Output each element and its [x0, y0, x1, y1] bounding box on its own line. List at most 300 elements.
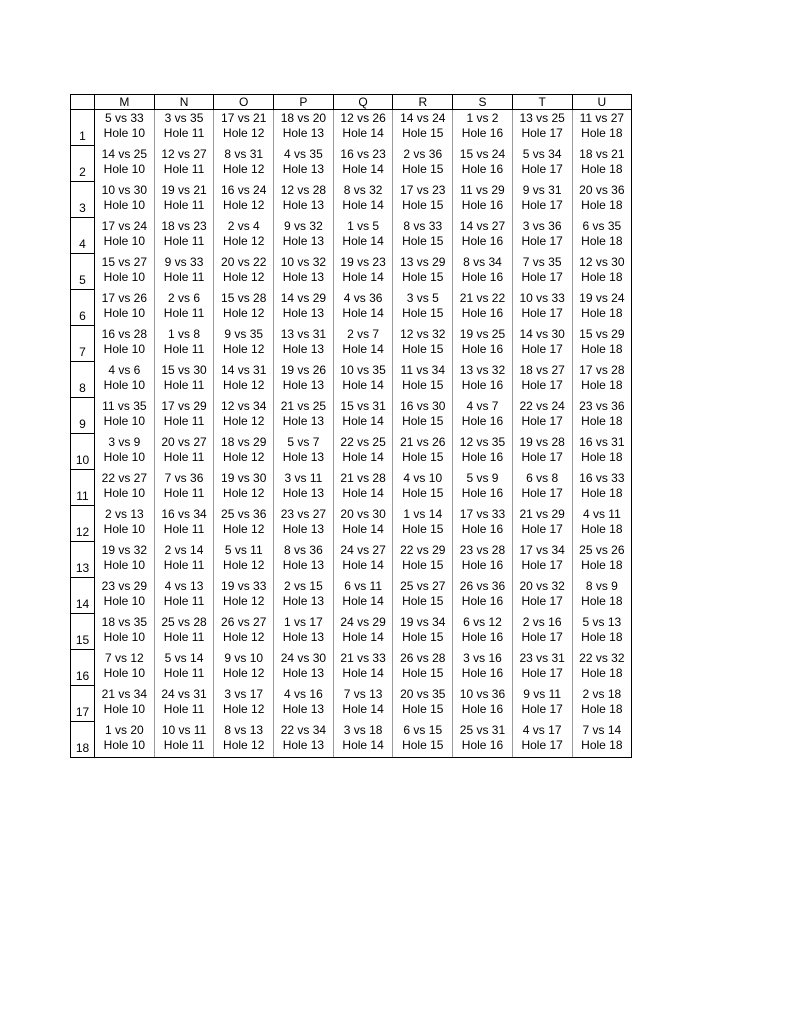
match-cell	[453, 254, 513, 290]
hole-label: Hole 13	[282, 701, 325, 716]
match-pairing: 7 vs 35	[522, 254, 562, 269]
row-label: 16	[71, 650, 95, 686]
hole-label: Hole 11	[163, 305, 205, 320]
hole-label: Hole 17	[521, 305, 563, 320]
match-pairing: 9 vs 33	[164, 254, 204, 269]
match-pairing: 8 vs 33	[403, 218, 443, 233]
match-pairing: 3 vs 36	[522, 218, 562, 233]
hole-label: Hole 12	[223, 269, 265, 284]
match-cell	[214, 146, 274, 182]
match-cell	[393, 434, 453, 470]
match-pairing: 23 vs 31	[519, 650, 565, 665]
match-cell	[572, 398, 632, 434]
match-pairing: 21 vs 34	[101, 686, 148, 701]
match-pairing: 20 vs 27	[161, 434, 207, 449]
match-cell	[512, 470, 572, 506]
match-pairing: 7 vs 12	[104, 650, 144, 665]
hole-label: Hole 12	[223, 126, 265, 140]
match-cell	[95, 254, 155, 290]
match-pairing: 3 vs 5	[406, 290, 439, 305]
match-pairing: 9 vs 31	[522, 182, 562, 197]
match-pairing: 9 vs 35	[224, 326, 264, 341]
hole-label: Hole 18	[581, 737, 623, 752]
match-cell	[333, 362, 393, 398]
match-pairing: 15 vs 28	[221, 290, 267, 305]
match-pairing: 12 vs 30	[579, 254, 625, 269]
match-cell	[214, 722, 274, 758]
hole-label: Hole 15	[402, 413, 444, 428]
hole-label: Hole 10	[103, 449, 146, 464]
table-header	[71, 95, 632, 110]
hole-label: Hole 14	[342, 305, 384, 320]
hole-label: Hole 17	[521, 126, 563, 140]
match-pairing: 2 vs 14	[164, 542, 204, 557]
hole-label: Hole 12	[223, 701, 265, 716]
match-cell	[572, 578, 632, 614]
hole-label: Hole 10	[103, 269, 146, 284]
hole-label: Hole 18	[581, 701, 623, 716]
match-pairing: 15 vs 27	[101, 254, 148, 269]
hole-label: Hole 18	[581, 269, 623, 284]
match-cell	[154, 434, 214, 470]
hole-label: Hole 16	[461, 161, 504, 176]
match-pairing: 16 vs 24	[221, 182, 267, 197]
hole-label: Hole 16	[461, 701, 504, 716]
match-cell	[453, 650, 513, 686]
match-pairing: 19 vs 23	[340, 254, 386, 269]
match-pairing: 12 vs 32	[400, 326, 446, 341]
hole-label: Hole 11	[163, 161, 205, 176]
hole-label: Hole 15	[402, 377, 444, 392]
match-cell	[333, 290, 393, 326]
match-pairing: 20 vs 32	[519, 578, 565, 593]
match-pairing: 2 vs 4	[227, 218, 260, 233]
match-pairing: 9 vs 10	[224, 650, 264, 665]
match-pairing: 21 vs 25	[280, 398, 327, 413]
match-cell	[154, 110, 214, 146]
hole-label: Hole 12	[223, 629, 265, 644]
hole-label: Hole 13	[282, 593, 325, 608]
match-pairing: 21 vs 22	[459, 290, 506, 305]
match-cell	[95, 110, 155, 146]
match-cell	[214, 290, 274, 326]
match-pairing: 2 vs 6	[168, 290, 201, 305]
match-cell	[572, 218, 632, 254]
match-pairing: 25 vs 31	[459, 722, 506, 737]
row-label: 8	[71, 362, 95, 398]
hole-label: Hole 10	[103, 233, 146, 248]
hole-label: Hole 10	[103, 485, 146, 500]
row-label: 2	[71, 146, 95, 182]
hole-label: Hole 17	[521, 269, 563, 284]
hole-label: Hole 11	[163, 521, 205, 536]
hole-label: Hole 14	[342, 233, 384, 248]
match-cell	[333, 146, 393, 182]
match-cell	[154, 362, 214, 398]
match-cell	[453, 362, 513, 398]
hole-label: Hole 18	[581, 521, 623, 536]
match-cell	[512, 506, 572, 542]
hole-label: Hole 12	[223, 413, 265, 428]
match-pairing: 24 vs 27	[340, 542, 386, 557]
match-cell	[333, 650, 393, 686]
match-pairing: 10 vs 36	[459, 686, 506, 701]
hole-label: Hole 16	[461, 557, 504, 572]
table-row	[71, 290, 632, 326]
hole-label: Hole 14	[342, 197, 384, 212]
hole-label: Hole 16	[461, 449, 504, 464]
match-pairing: 18 vs 21	[579, 146, 625, 161]
hole-label: Hole 11	[163, 269, 205, 284]
hole-label: Hole 14	[342, 269, 384, 284]
table-row	[71, 614, 632, 650]
match-cell	[572, 650, 632, 686]
hole-label: Hole 10	[103, 305, 146, 320]
match-cell	[333, 722, 393, 758]
match-cell	[274, 650, 334, 686]
hole-label: Hole 11	[163, 341, 205, 356]
match-pairing: 4 vs 36	[343, 290, 383, 305]
match-cell	[333, 254, 393, 290]
hole-label: Hole 18	[581, 665, 623, 680]
match-pairing: 16 vs 34	[161, 506, 207, 521]
match-cell	[572, 722, 632, 758]
match-cell	[333, 578, 393, 614]
match-cell	[95, 470, 155, 506]
match-cell	[154, 614, 214, 650]
match-pairing: 16 vs 28	[101, 326, 148, 341]
hole-label: Hole 18	[581, 233, 623, 248]
match-cell	[333, 434, 393, 470]
match-pairing: 1 vs 17	[284, 614, 323, 629]
match-cell	[95, 398, 155, 434]
match-pairing: 18 vs 29	[221, 434, 267, 449]
match-cell	[572, 506, 632, 542]
table-row	[71, 542, 632, 578]
match-pairing: 15 vs 31	[340, 398, 386, 413]
hole-label: Hole 14	[342, 449, 384, 464]
hole-label: Hole 10	[103, 377, 146, 392]
row-label: 12	[71, 506, 95, 542]
match-pairing: 19 vs 32	[101, 542, 148, 557]
column-header-t: T	[512, 95, 572, 110]
match-cell	[572, 470, 632, 506]
match-cell	[512, 434, 572, 470]
match-cell	[453, 434, 513, 470]
match-pairing: 22 vs 29	[400, 542, 446, 557]
hole-label: Hole 18	[581, 305, 623, 320]
table-row	[71, 506, 632, 542]
match-pairing: 7 vs 13	[343, 686, 383, 701]
match-cell	[95, 146, 155, 182]
match-pairing: 6 vs 11	[344, 578, 382, 593]
match-pairing: 19 vs 30	[221, 470, 267, 485]
match-cell	[453, 542, 513, 578]
match-pairing: 15 vs 24	[459, 146, 506, 161]
match-pairing: 3 vs 9	[108, 434, 141, 449]
match-pairing: 11 vs 27	[579, 111, 625, 125]
hole-label: Hole 15	[402, 737, 444, 752]
table-row	[71, 470, 632, 506]
hole-label: Hole 12	[223, 665, 265, 680]
hole-label: Hole 17	[521, 737, 563, 752]
hole-label: Hole 10	[103, 521, 146, 536]
match-cell	[214, 686, 274, 722]
match-cell	[453, 110, 513, 146]
match-cell	[512, 578, 572, 614]
hole-label: Hole 13	[282, 305, 325, 320]
hole-label: Hole 15	[402, 233, 444, 248]
match-cell	[274, 434, 334, 470]
match-pairing: 19 vs 34	[400, 614, 446, 629]
match-pairing: 17 vs 34	[519, 542, 565, 557]
match-cell	[274, 542, 334, 578]
match-pairing: 5 vs 9	[466, 470, 499, 485]
match-cell	[393, 146, 453, 182]
match-cell	[214, 506, 274, 542]
row-label: 13	[71, 542, 95, 578]
match-pairing: 1 vs 20	[104, 722, 144, 737]
match-cell	[453, 578, 513, 614]
match-pairing: 9 vs 32	[284, 218, 323, 233]
match-pairing: 11 vs 35	[102, 398, 147, 413]
match-pairing: 16 vs 30	[400, 398, 446, 413]
match-pairing: 16 vs 31	[579, 434, 625, 449]
hole-label: Hole 13	[282, 521, 325, 536]
match-pairing: 6 vs 8	[526, 470, 559, 485]
match-pairing: 23 vs 28	[459, 542, 506, 557]
match-pairing: 10 vs 30	[101, 182, 148, 197]
hole-label: Hole 18	[581, 377, 623, 392]
match-cell	[214, 362, 274, 398]
row-label: 14	[71, 578, 95, 614]
match-cell	[333, 398, 393, 434]
match-cell	[393, 218, 453, 254]
hole-label: Hole 12	[223, 521, 265, 536]
match-pairing: 21 vs 33	[340, 650, 386, 665]
hole-label: Hole 16	[461, 269, 504, 284]
match-pairing: 20 vs 30	[340, 506, 386, 521]
hole-label: Hole 10	[103, 665, 146, 680]
match-pairing: 19 vs 21	[161, 182, 207, 197]
row-label: 7	[71, 326, 95, 362]
match-pairing: 10 vs 11	[161, 722, 207, 737]
match-cell	[453, 686, 513, 722]
hole-label: Hole 15	[402, 521, 444, 536]
match-pairing: 8 vs 36	[284, 542, 323, 557]
hole-label: Hole 15	[402, 557, 444, 572]
match-cell	[393, 182, 453, 218]
match-pairing: 5 vs 13	[582, 614, 622, 629]
hole-label: Hole 14	[342, 521, 384, 536]
hole-label: Hole 14	[342, 126, 384, 140]
match-pairing: 14 vs 31	[221, 362, 267, 377]
hole-label: Hole 10	[103, 593, 146, 608]
table-row	[71, 578, 632, 614]
match-pairing: 11 vs 29	[460, 182, 505, 197]
match-pairing: 3 vs 16	[463, 650, 502, 665]
match-cell	[333, 686, 393, 722]
match-pairing: 1 vs 8	[168, 326, 201, 341]
match-cell	[393, 362, 453, 398]
match-cell	[572, 110, 632, 146]
match-cell	[393, 254, 453, 290]
hole-label: Hole 14	[342, 629, 384, 644]
match-cell	[453, 290, 513, 326]
hole-label: Hole 12	[223, 305, 265, 320]
match-cell	[512, 614, 572, 650]
match-pairing: 1 vs 2	[466, 111, 499, 125]
match-pairing: 4 vs 17	[522, 722, 562, 737]
match-cell	[274, 110, 334, 146]
hole-label: Hole 16	[461, 665, 504, 680]
match-cell	[214, 578, 274, 614]
match-pairing: 14 vs 30	[519, 326, 565, 341]
hole-label: Hole 18	[581, 161, 623, 176]
match-cell	[95, 182, 155, 218]
match-cell	[274, 146, 334, 182]
match-pairing: 18 vs 23	[161, 218, 207, 233]
row-label: 10	[71, 434, 95, 470]
match-pairing: 12 vs 26	[340, 111, 386, 125]
hole-label: Hole 12	[223, 737, 265, 752]
hole-label: Hole 12	[223, 485, 265, 500]
hole-label: Hole 17	[521, 485, 563, 500]
match-pairing: 20 vs 35	[400, 686, 446, 701]
match-cell	[214, 218, 274, 254]
match-pairing: 19 vs 33	[221, 578, 267, 593]
row-label: 1	[71, 110, 95, 146]
hole-label: Hole 16	[461, 377, 504, 392]
hole-label: Hole 10	[103, 197, 146, 212]
hole-label: Hole 18	[581, 341, 623, 356]
match-pairing: 4 vs 6	[108, 362, 141, 377]
match-pairing: 8 vs 31	[224, 146, 264, 161]
hole-label: Hole 10	[103, 341, 146, 356]
hole-label: Hole 11	[163, 701, 205, 716]
row-label: 9	[71, 398, 95, 434]
match-pairing: 10 vs 33	[519, 290, 565, 305]
match-cell	[333, 614, 393, 650]
hole-label: Hole 14	[342, 737, 384, 752]
hole-label: Hole 17	[521, 593, 563, 608]
table-row	[71, 182, 632, 218]
hole-label: Hole 13	[282, 161, 325, 176]
hole-label: Hole 16	[461, 413, 504, 428]
hole-label: Hole 17	[521, 341, 563, 356]
match-pairing: 23 vs 36	[579, 398, 625, 413]
match-cell	[95, 362, 155, 398]
match-pairing: 2 vs 13	[104, 506, 144, 521]
match-pairing: 20 vs 36	[579, 182, 625, 197]
match-cell	[333, 110, 393, 146]
hole-label: Hole 15	[402, 485, 444, 500]
hole-label: Hole 13	[282, 557, 325, 572]
match-cell	[512, 542, 572, 578]
hole-label: Hole 14	[342, 485, 384, 500]
match-cell	[95, 686, 155, 722]
match-pairing: 24 vs 31	[161, 686, 207, 701]
match-pairing: 6 vs 15	[403, 722, 443, 737]
hole-label: Hole 15	[402, 701, 444, 716]
match-pairing: 25 vs 36	[221, 506, 267, 521]
match-pairing: 22 vs 24	[519, 398, 565, 413]
match-cell	[214, 110, 274, 146]
table-row	[71, 650, 632, 686]
hole-label: Hole 12	[223, 197, 265, 212]
hole-label: Hole 13	[282, 413, 325, 428]
match-pairing: 6 vs 35	[582, 218, 622, 233]
match-pairing: 22 vs 32	[579, 650, 625, 665]
match-pairing: 26 vs 36	[459, 578, 506, 593]
match-cell	[95, 578, 155, 614]
hole-label: Hole 12	[223, 161, 265, 176]
match-cell	[393, 578, 453, 614]
column-header-u: U	[572, 95, 632, 110]
match-pairing: 22 vs 27	[101, 470, 148, 485]
match-cell	[512, 722, 572, 758]
match-cell	[214, 398, 274, 434]
hole-label: Hole 18	[581, 197, 623, 212]
match-pairing: 6 vs 12	[463, 614, 502, 629]
hole-label: Hole 15	[402, 449, 444, 464]
hole-label: Hole 17	[521, 557, 563, 572]
hole-label: Hole 12	[223, 233, 265, 248]
hole-label: Hole 17	[521, 449, 563, 464]
match-pairing: 10 vs 35	[340, 362, 386, 377]
hole-label: Hole 17	[521, 197, 563, 212]
table-row	[71, 326, 632, 362]
match-pairing: 2 vs 15	[284, 578, 323, 593]
match-pairing: 16 vs 33	[579, 470, 625, 485]
hole-label: Hole 13	[282, 737, 325, 752]
match-cell	[453, 614, 513, 650]
match-cell	[572, 146, 632, 182]
hole-label: Hole 15	[402, 665, 444, 680]
match-cell	[512, 182, 572, 218]
hole-label: Hole 16	[461, 305, 504, 320]
match-cell	[453, 506, 513, 542]
match-cell	[214, 470, 274, 506]
hole-label: Hole 16	[461, 593, 504, 608]
match-cell	[572, 362, 632, 398]
match-cell	[512, 398, 572, 434]
table-row	[71, 218, 632, 254]
match-cell	[572, 254, 632, 290]
match-pairing: 21 vs 26	[400, 434, 446, 449]
hole-label: Hole 12	[223, 341, 265, 356]
match-cell	[453, 722, 513, 758]
match-cell	[453, 470, 513, 506]
table-row	[71, 110, 632, 146]
match-pairing: 12 vs 27	[161, 146, 207, 161]
match-cell	[154, 254, 214, 290]
hole-label: Hole 14	[342, 701, 384, 716]
match-cell	[512, 650, 572, 686]
hole-label: Hole 16	[461, 629, 504, 644]
match-cell	[154, 686, 214, 722]
match-cell	[274, 470, 334, 506]
hole-label: Hole 13	[282, 341, 325, 356]
match-cell	[95, 542, 155, 578]
match-pairing: 17 vs 24	[101, 218, 148, 233]
match-cell	[572, 290, 632, 326]
hole-label: Hole 10	[103, 737, 146, 752]
match-cell	[274, 218, 334, 254]
match-cell	[154, 506, 214, 542]
row-label: 6	[71, 290, 95, 326]
match-cell	[154, 398, 214, 434]
